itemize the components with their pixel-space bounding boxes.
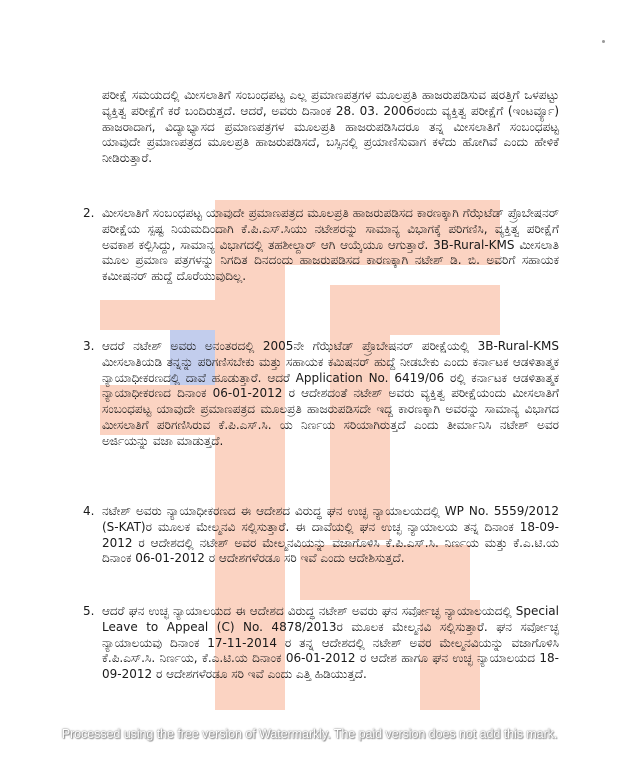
paragraph-5: ಆದರೆ ಘನ ಉಚ್ಛ ನ್ಯಾಯಾಲಯದ ಈ ಆದೇಶದ ವಿರುದ್ಧ ನಟೇಶ್ ಅವರು ಘನ ಸರ್ವೋಚ್ಛ ನ್ಯಾಯಾಲಯದಲ್ಲಿ Special Leave to Appeal (C) No. 4878/2013ರ ಮೂಲಕ ಮೇಲ್ಮನವಿ ಸಲ್ಲಿಸುತ್ತಾರೆ. ಘನ ಸರ್ವೋಚ್ಛ ನ್ಯಾಯಾಲಯವು ದಿನಾಂಕ 17-11-2014 ರ ತನ್ನ ಆದೇಶದಲ್ಲಿ ನಟೇಶ್ ಅವರ ಮೇಲ್ಮನವಿಯನ್ನು ವಜಾಗೊಳಿಸಿ ಕೆ.ಪಿ.ಎಸ್.ಸಿ. ನಿರ್ಣಯ, ಕೆ.ಎ.ಟಿ.ಯ ದಿನಾಂಕ 06-01-2012 ರ ಆದೇಶ ಹಾಗೂ ಘನ ಉಚ್ಛ ನ್ಯಾಯಾಲಯದ 18-09-2012 ರ ಆದೇಶಗಳೆರಡೂ ಸರಿ ಇವೆ ಎಂದು ಎತ್ತಿ ಹಿಡಿಯುತ್ತದೆ. [102, 604, 559, 682]
paragraph-2: ಮೀಸಲಾತಿಗೆ ಸಂಬಂಧಪಟ್ಟ ಯಾವುದೇ ಪ್ರಮಾಣಪತ್ರದ ಮೂಲಪ್ರತಿ ಹಾಜರುಪಡಿಸದ ಕಾರಣಕ್ಕಾಗಿ ಗೆಝೆಟೆಡ್ ಪ್ರೊಬೇಷನರ್ ಪರೀಕ್ಷೆಯ ಸ್ಪಷ್ಟ ನಿಯಮದಿಂದಾಗಿ ಕೆ.ಪಿ.ಎಸ್.ಸಿಯು ನಟೇಶರನ್ನು ಸಾಮಾನ್ಯ ವಿಭಾಗಕ್ಕೆ ಪರಿಗಣಿಸಿ, ವ್ಯಕ್ತಿತ್ವ ಪರೀಕ್ಷೆಗೆ ಅವಕಾಶ ಕಲ್ಪಿಸಿದ್ದು, ಸಾಮಾನ್ಯ ವಿಭಾಗದಲ್ಲಿ ತಹಶೀಲ್ದಾರ್ ಆಗಿ ಆಯ್ಕೆಯೂ ಆಗುತ್ತಾರೆ. 3B-Rural-KMS ಮೀಸಲಾತಿ ಮೂಲ ಪ್ರಮಾಣ ಪತ್ರಗಳನ್ನು ನಿಗದಿತ ದಿನದಂದು ಹಾಜರುಪಡಿಸದ ಕಾರಣಕ್ಕಾಗಿ ನಟೇಶ್ ಡಿ. ಬಿ. ಅವರಿಗೆ ಸಹಾಯಕ ಕಮೀಷನರ್ ಹುದ್ದೆ ದೊರೆಯುವುದಿಲ್ಲ. [102, 206, 559, 284]
watermark-notice: Processed using the free version of Watermarkly. The paid version does not add this mark. [61, 727, 558, 741]
paragraph-4: ನಟೇಶ್ ಅವರು ನ್ಯಾಯಾಧೀಕರಣದ ಈ ಆದೇಶದ ವಿರುದ್ಧ ಘನ ಉಚ್ಛ ನ್ಯಾಯಾಲಯದಲ್ಲಿ WP No. 5559/2012 (S-KAT)ರ ಮೂಲಕ ಮೇಲ್ಮನವಿ ಸಲ್ಲಿಸುತ್ತಾರೆ. ಈ ದಾವೆಯಲ್ಲಿ ಘನ ಉಚ್ಛ ನ್ಯಾಯಾಲಯ ತನ್ನ ದಿನಾಂಕ 18-09-2012 ರ ಆದೇಶದಲ್ಲಿ ನಟೇಶ್ ಅವರ ಮೇಲ್ಮನವಿಯನ್ನು ವಜಾಗೊಳಿಸಿ ಕೆ.ಪಿ.ಎಸ್.ಸಿ. ನಿರ್ಣಯ ಮತ್ತು ಕೆ.ಎ.ಟಿ.ಯ ದಿನಾಂಕ 06-01-2012 ರ ಆದೇಶಗಳೆರಡೂ ಸರಿ ಇವೆ ಎಂದು ಆದೇಶಿಸುತ್ತದೆ. [102, 504, 559, 566]
paragraph-number: 3. [83, 339, 95, 353]
scan-dot [602, 40, 605, 43]
paragraph-number: 4. [83, 504, 95, 518]
paragraph-number: 2. [83, 206, 95, 220]
paragraph-3: ಆದರೆ ನಟೇಶ್ ಅವರು ಅನಂತರದಲ್ಲಿ 2005ನೇ ಗೆಝೆಟೆಡ್ ಪ್ರೊಬೇಷನರ್ ಪರೀಕ್ಷೆಯಲ್ಲಿ 3B-Rural-KMS ಮೀಸಲಾತಿಯಡಿ ತನ್ನನ್ನು ಪರಿಗಣಿಸಬೇಕು ಮತ್ತು ಸಹಾಯಕ ಕಮಿಷನರ್ ಹುದ್ದೆ ನೀಡಬೇಕು ಎಂದು ಕರ್ನಾಟಕ ಆಡಳಿತಾತ್ಮಕ ನ್ಯಾಯಾಧೀಕರಣದಲ್ಲಿ ದಾವೆ ಹೂಡುತ್ತಾರೆ. ಆದರೆ Application No. 6419/06 ರಲ್ಲಿ ಕರ್ನಾಟಕ ಆಡಳಿತಾತ್ಮಕ ನ್ಯಾಯಾಧೀಕರಣದ ದಿನಾಂಕ 06-01-2012 ರ ಆದೇಶದಂತೆ ನಟೇಶ್ ಅವರು ವ್ಯಕ್ತಿತ್ವ ಪರೀಕ್ಷೆಯಂದು ಮೀಸಲಾತಿಗೆ ಸಂಬಂಧಪಟ್ಟ ಯಾವುದೇ ಪ್ರಮಾಣಪತ್ರದ ಮೂಲಪ್ರತಿ ಹಾಜರುಪಡಿಸದೇ ಇದ್ದ ಕಾರಣಕ್ಕಾಗಿ ಅವರನ್ನು ಸಾಮಾನ್ಯ ವಿಭಾಗದ ಮೀಸಲಾತಿಗೆ ಪರಿಗಣಿಸಿರುವ ಕೆ.ಪಿ.ಎಸ್.ಸಿ. ಯ ನಿರ್ಣಯ ಸರಿಯಾಗಿರುತ್ತದೆ ಎಂದು ತೀರ್ಮಾನಿಸಿ ನಟೇಶ್ ಅವರ ಅರ್ಜಿಯನ್ನು ವಜಾ ಮಾಡುತ್ತದೆ. [102, 339, 559, 448]
paragraph-number: 5. [83, 604, 95, 618]
paragraph-1: ಪರೀಕ್ಷೆ ಸಮಯದಲ್ಲಿ ಮೀಸಲಾತಿಗೆ ಸಂಬಂಧಪಟ್ಟ ಎಲ್ಲ ಪ್ರಮಾಣಪತ್ರಗಳ ಮೂಲಪ್ರತಿ ಹಾಜರುಪಡಿಸುವ ಷರತ್ತಿಗೆ ಒಳಪಟ್ಟು ವ್ಯಕ್ತಿತ್ವ ಪರೀಕ್ಷೆಗೆ ಕರೆ ಬಂದಿರುತ್ತದೆ. ಆದರೆ, ಅವರು ದಿನಾಂಕ 28. 03. 2006ರಂದು ವ್ಯಕ್ತಿತ್ವ ಪರೀಕ್ಷೆಗೆ (ಇಂಟರ್ವ್ಯೂ) ಹಾಜರಾದಾಗ, ವಿದ್ಯಾಭ್ಯಾಸದ ಪ್ರಮಾಣಪತ್ರಗಳ ಮೂಲಪ್ರತಿ ಹಾಜರುಪಡಿಸಿದರೂ ತನ್ನ ಮೀಸಲಾತಿಗೆ ಸಂಬಂಧಪಟ್ಟ ಯಾವುದೇ ಪ್ರಮಾಣಪತ್ರದ ಮೂಲಪ್ರತಿ ಹಾಜರುಪಡಿಸದೆ, ಬಸ್ಸಿನಲ್ಲಿ ಪ್ರಯಾಣಿಸುವಾಗ ಕಳೆದು ಹೋಗಿವೆ ಎಂದು ಹೇಳಿಕೆ ನೀಡಿರುತ್ತಾರೆ. [102, 88, 559, 166]
